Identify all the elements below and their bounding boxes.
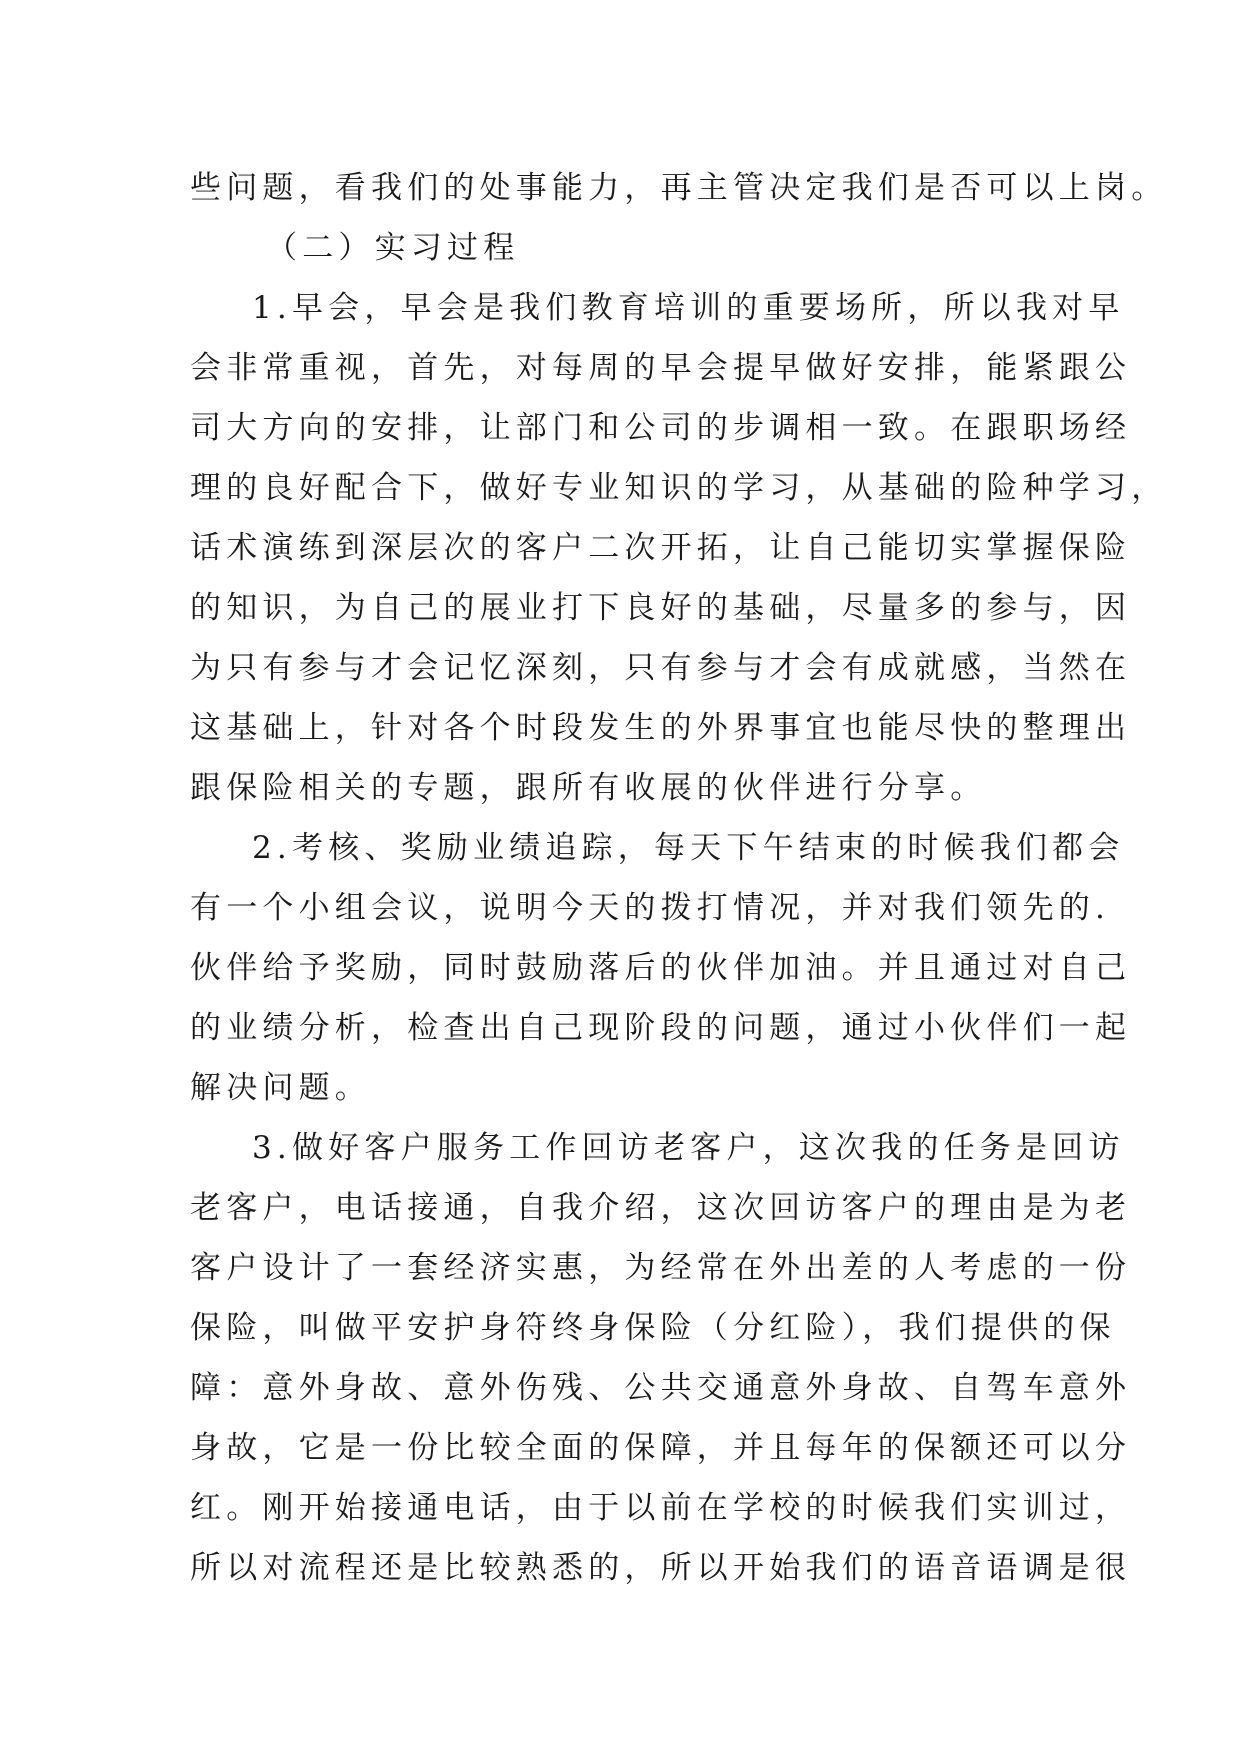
text-line: 些问题，看我们的处事能力，再主管决定我们是否可以上岗。	[190, 170, 1168, 206]
text-line: 解决问题。	[190, 1070, 371, 1106]
text-line: 保险，叫做平安护身符终身保险（分红险），我们提供的保	[190, 1310, 1116, 1346]
text-line: 会非常重视，首先，对每周的早会提早做好安排，能紧跟公	[190, 350, 1132, 386]
text-line: 这基础上，针对各个时段发生的外界事宜也能尽快的整理出	[190, 710, 1132, 746]
text-line: 伙伴给予奖励，同时鼓励落后的伙伴加油。并且通过对自己	[190, 950, 1132, 986]
section-heading: （二）实习过程	[266, 230, 520, 266]
text-line: 2.考核、奖励业绩追踪，每天下午结束的时候我们都会	[252, 830, 1125, 866]
text-line: 有一个小组会议，说明今天的拨打情况，并对我们领先的.	[190, 890, 1111, 926]
text-line: 的知识，为自己的展业打下良好的基础，尽量多的参与，因	[190, 590, 1132, 626]
text-line: 老客户，电话接通，自我介绍，这次回访客户的理由是为老	[190, 1190, 1132, 1226]
text-line: 司大方向的安排，让部门和公司的步调相一致。在跟职场经	[190, 410, 1132, 446]
text-line: 身故，它是一份比较全面的保障，并且每年的保额还可以分	[190, 1430, 1132, 1466]
text-line: 为只有参与才会记忆深刻，只有参与才会有成就感，当然在	[190, 650, 1132, 686]
text-line: 理的良好配合下，做好专业知识的学习，从基础的险种学习，	[190, 470, 1168, 506]
text-line: 1.早会，早会是我们教育培训的重要场所，所以我对早	[252, 290, 1125, 326]
text-line: 所以对流程还是比较熟悉的，所以开始我们的语音语调是很	[190, 1550, 1132, 1586]
body-text	[190, 158, 1168, 1598]
text-line: 的业绩分析，检查出自己现阶段的问题，通过小伙伴们一起	[190, 1010, 1132, 1046]
text-line: 3.做好客户服务工作回访老客户，这次我的任务是回访	[252, 1130, 1125, 1166]
text-line: 障：意外身故、意外伤残、公共交通意外身故、自驾车意外	[190, 1370, 1132, 1406]
text-line: 跟保险相关的专题，跟所有收展的伙伴进行分享。	[190, 770, 987, 806]
text-line: 话术演练到深层次的客户二次开拓，让自己能切实掌握保险	[190, 530, 1132, 566]
text-line: 客户设计了一套经济实惠，为经常在外出差的人考虑的一份	[190, 1250, 1132, 1286]
text-line: 红。刚开始接通电话，由于以前在学校的时候我们实训过，	[190, 1490, 1132, 1526]
